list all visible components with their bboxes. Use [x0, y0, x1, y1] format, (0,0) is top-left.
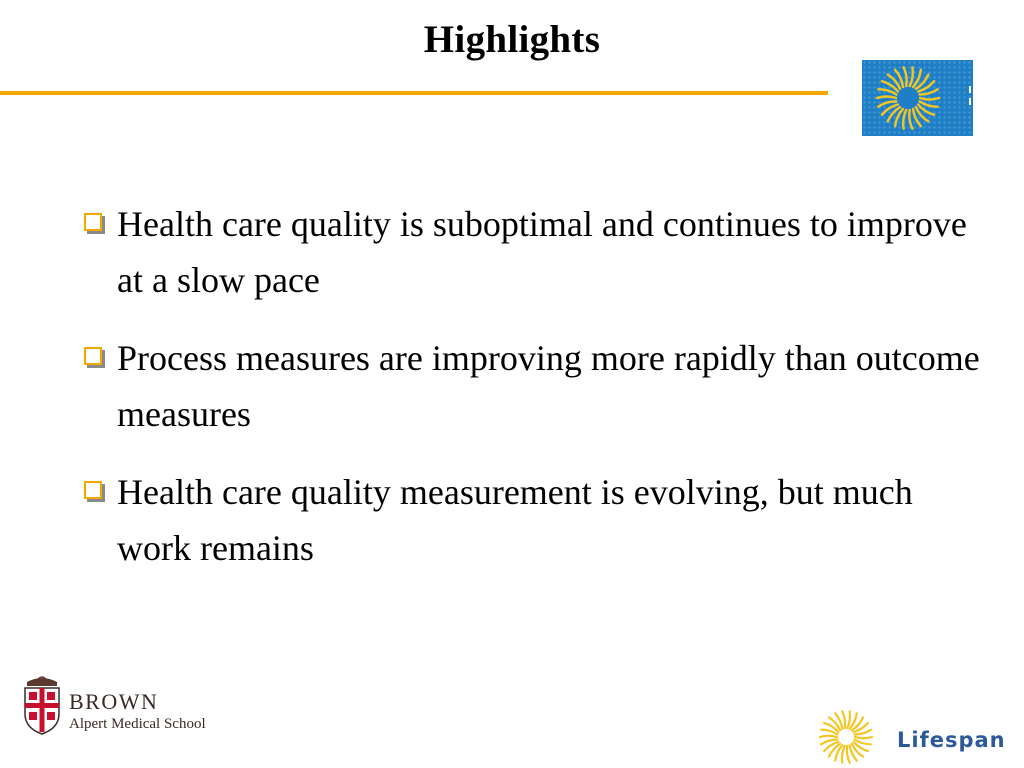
bullet-text: Health care quality is suboptimal and continues to improve at a slow pace — [117, 204, 967, 300]
corner-logo — [862, 60, 973, 136]
shield-crest-icon — [22, 674, 62, 736]
bullet-item — [80, 330, 980, 442]
brown-logo — [22, 674, 222, 736]
brown-name: BROWN — [69, 689, 159, 714]
title-divider — [0, 91, 828, 95]
lifespan-logo — [815, 708, 1015, 766]
brown-school: Alpert Medical School — [69, 716, 206, 732]
bullet-text: Process measures are improving more rapidly than outcome measures — [117, 338, 980, 434]
sun-icon — [815, 708, 877, 766]
checkbox-bullet-icon — [84, 213, 102, 231]
bullet-item — [80, 464, 980, 576]
bullet-list — [80, 196, 980, 598]
lifespan-name: Lifespan — [897, 728, 1006, 752]
bullet-item — [80, 196, 980, 308]
checkbox-bullet-icon — [84, 481, 102, 499]
sun-emblem-icon — [862, 60, 973, 136]
checkbox-bullet-icon — [84, 347, 102, 365]
bullet-text: Health care quality measurement is evolving, but much work remains — [117, 472, 913, 568]
slide-title: Highlights — [423, 18, 601, 61]
